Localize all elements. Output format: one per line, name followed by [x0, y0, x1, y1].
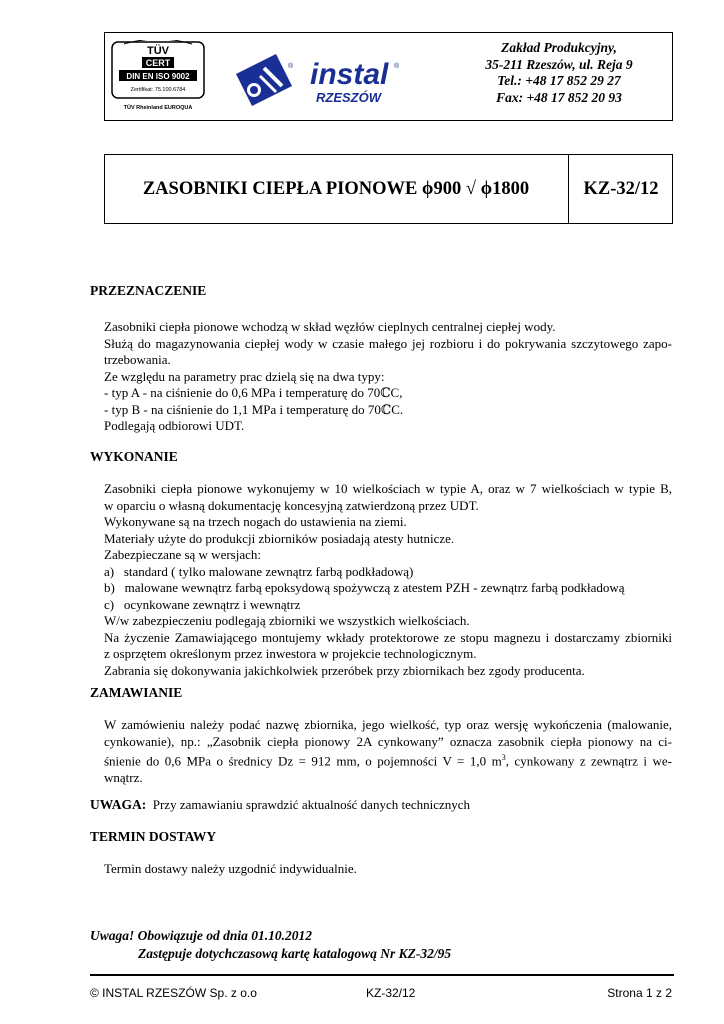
body-line: z osprzętem określonym przez inwestora w projekcie technologicznym. [104, 646, 477, 661]
tuv-cert-icon [110, 40, 206, 115]
body-line: wnątrz. [104, 769, 143, 785]
body-line: Zabrania się dokonywania jakichkolwiek przeróbek przy zbiornikach bez zgody producenta. [104, 662, 585, 678]
body-line: - typ B - na ciśnienie do 1,1 MPa i temperaturę do 70ℂC. [104, 401, 404, 417]
contact-address: 35-211 Rzeszów, ul. Reja 9 [485, 56, 633, 72]
instal-logo [230, 54, 410, 108]
uwaga-text: Przy zamawianiu sprawdzić aktualność danych technicznych [146, 797, 471, 812]
termin-text: Termin dostawy należy uzgodnić indywidualnie. [104, 861, 357, 876]
contact-phone: Tel.: +48 17 852 29 27 [497, 73, 621, 88]
tuv-label: TÜV [147, 45, 169, 57]
body-line: Zabezpieczane są w wersjach: [104, 547, 261, 562]
validity-line: Uwaga! Obowiązuje od dnia 01.10.2012 [90, 928, 313, 943]
cert-issuer: TÜV Rheinland EUROQUA [123, 105, 193, 111]
body-line: w oparciu o własną dokumentację koncesyjną zatwierdzoną przez UDT. [104, 497, 479, 513]
zam-line3-post: , cynkowany z zewnątrz i we- [505, 753, 672, 769]
body-line: Zasobniki ciepła pionowe wchodzą w skład węzłów cieplnych centralnej ciepłej wody. [104, 319, 556, 334]
registered-mark-2: ® [394, 63, 400, 70]
list-item-c: c) ocynkowane zewnątrz i wewnątrz [104, 596, 301, 612]
document-code: KZ-32/12 [583, 178, 659, 199]
body-line: trzebowania. [104, 352, 171, 367]
footer-page: Strona 1 z 2 [607, 986, 672, 1000]
body-line: Zasobniki ciepła pionowe wykonujemy w 10 wielkościach w typie A, oraz w 7 wielkościach w typie B, [104, 481, 672, 496]
footer-rule [90, 974, 674, 976]
body-line: - typ A - na ciśnienie do 0,6 MPa i temperaturę do 70ℂC, [104, 385, 403, 400]
footer-code: KZ-32/12 [366, 986, 416, 1000]
uwaga-note [90, 797, 470, 814]
list-item-b: b) malowane wewnątrz farbą epoksydową spożywczą z atestem PZH - zewnątrz farbą podkładową [104, 580, 625, 595]
unit-superscript: 3 [501, 753, 506, 762]
validity-note [90, 927, 451, 963]
uwaga-label: UWAGA: [90, 797, 147, 812]
contact-plant: Zakład Produkcyjny, [501, 40, 617, 55]
list-item-a: a) standard ( tylko malowane zewnątrz farbą podkładową) [104, 563, 414, 579]
section-body-przeznaczenie [104, 319, 672, 435]
body-line: Na życzenie Zamawiającego montujemy wkłady protektorowe ze stopu magnezu i dostarczamy zbiorniki [104, 629, 672, 645]
cert-number: Zertifikat: 75.100.6784 [130, 87, 186, 93]
logo-city: RZESZÓW [316, 90, 381, 105]
instal-logo-icon [230, 54, 410, 108]
body-line-with-unit [104, 750, 672, 770]
section-heading-zamawianie: ZAMAWIANIE [90, 685, 183, 700]
cert-label: CERT [145, 58, 171, 68]
logo-brand: instal [310, 58, 389, 91]
section-heading-wykonanie: WYKONANIE [90, 449, 178, 464]
contact-fax: Fax: +48 17 852 20 93 [496, 89, 622, 105]
document-title: ZASOBNIKI CIEPŁA PIONOWE ϕ900 √ ϕ1800 [142, 178, 530, 199]
registered-mark: ® [288, 63, 294, 70]
section-body-wykonanie [104, 481, 672, 679]
supersedes-line: Zastępuje dotychczasową kartę katalogową Nr KZ-32/95 [138, 946, 452, 961]
body-line: W zamówieniu należy podać nazwę zbiornika, jego wielkość, typ oraz wersję wykończenia (malowanie, [104, 717, 672, 732]
contact-block [446, 40, 672, 106]
body-line: Służą do magazynowania ciepłej wody w czasie małego jej rozbioru i do pokrywania szczytowego zapo- [104, 335, 672, 351]
body-line: Wykonywane są na trzech nogach do ustawienia na ziemi. [104, 514, 407, 529]
body-line: W/w zabezpieczeniu podlegają zbiorniki we wszystkich wielkościach. [104, 613, 470, 628]
body-line: cynkowanie), np.: „Zasobnik ciepła pionowy 2A cynkowany” oznacza zasobnik ciepła pionowy na ci- [104, 733, 672, 749]
section-heading-termin: TERMIN DOSTAWY [90, 829, 217, 844]
tuv-cert-seal [110, 40, 206, 115]
body-line: Ze względu na parametry prac dzielą się na dwa typy: [104, 368, 385, 384]
section-heading-przeznaczenie: PRZEZNACZENIE [90, 283, 207, 298]
iso-standard: DIN EN ISO 9002 [126, 72, 190, 81]
section-body-zamawianie [104, 717, 672, 786]
body-line: Materiały użyte do produkcji zbiorników posiadają atesty hutnicze. [104, 530, 455, 546]
body-line: Podlegają odbiorowi UDT. [104, 418, 245, 433]
footer-copyright: © INSTAL RZESZÓW Sp. z o.o [90, 986, 257, 1000]
zam-line3-pre: śnienie do 0,6 MPa o średnicy Dz = 912 mm, o pojemności V = 1,0 m [104, 753, 502, 769]
